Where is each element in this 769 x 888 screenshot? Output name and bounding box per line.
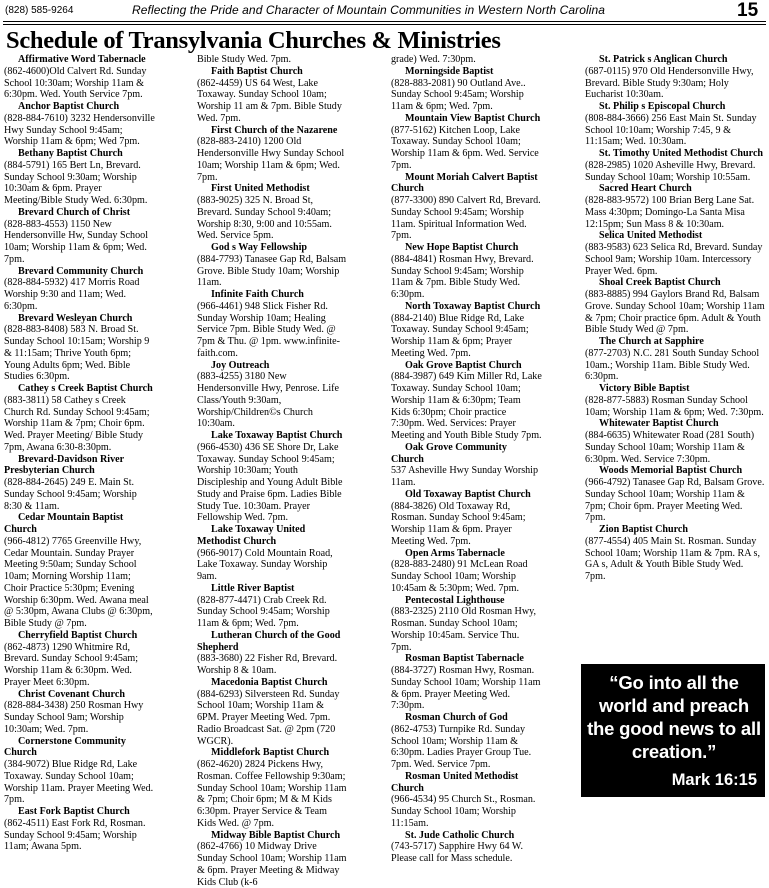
church-details: (883-4255) 3180 New Hendersonville Hwy, Penrose. Life Class/Youth 9:30am, Worship/Children©s Church 10:30am. (197, 371, 339, 429)
church-name: Mount Moriah Calvert Baptist Church (391, 172, 542, 196)
quote-text: “Go into all the world and preach the good news to all creation.” (586, 671, 762, 763)
church-details: (828-884-3438) 250 Rosman Hwy Sunday School 9am; Worship 10:30am; Wed. 7pm. (4, 700, 143, 735)
church-details: (384-9072) Blue Ridge Rd, Lake Toxaway. Sunday School 10am; Worship 11am. Prayer Meeting Wed. 7pm. (4, 759, 153, 805)
church-listing (4, 736, 155, 807)
church-listing (585, 524, 765, 583)
church-details: (828-883-2480) 91 McLean Road Sunday School 10am; Worship 10:45am & 5:30pm; Wed. 7pm. (391, 559, 528, 594)
church-name: Brevard Community Church (4, 266, 155, 278)
church-details: (877-4554) 405 Main St. Rosman. Sunday School 10am; Worship 11am & 7pm. RA s, GA s, Adult & Youth Bible Study Wed. 7pm. (585, 536, 760, 582)
church-name: Lake Toxaway Baptist Church (197, 430, 348, 442)
church-listing (585, 183, 765, 230)
church-listing (391, 113, 542, 172)
church-listing (4, 207, 155, 266)
church-listing (197, 125, 348, 184)
church-name: God s Way Fellowship (197, 242, 348, 254)
scripture-quote-box (581, 664, 765, 797)
church-details: (862-4766) 10 Midway Drive Sunday School 10am; Worship 11am & 6pm. Prayer Meeting & Midway Kids Club (k-6 (197, 841, 346, 887)
church-listing (585, 148, 765, 183)
church-details: Bible Study Wed. 7pm. (197, 54, 291, 65)
church-listing (391, 771, 542, 830)
church-details: (862-4600)Old Calvert Rd. Sunday School 10:30am; Worship 11am & 6:30pm. Wed. Youth Service 7pm. (4, 66, 146, 101)
church-name: Faith Baptist Church (197, 66, 348, 78)
church-details: (862-4620) 2824 Pickens Hwy, Rosman. Coffee Fellowship 9:30am; Sunday School 10am; Worship 11am & 7pm; Choir 6pm; M & M Kids 6:30pm. Prayer Service & Team Kids Wed. @ 7pm. (197, 759, 346, 829)
church-name: New Hope Baptist Church (391, 242, 542, 254)
church-listing (391, 66, 542, 113)
church-listing (197, 630, 348, 677)
church-listing (4, 689, 155, 736)
church-details: (883-3811) 58 Cathey s Creek Church Rd. Sunday School 9:45am; Worship 11am & 7pm; Choir 6pm. Wed. Prayer Meeting/ Bible Study 7pm, Awana 6:30-8:30pm. (4, 395, 150, 453)
church-listing (585, 101, 765, 148)
church-name: Mountain View Baptist Church (391, 113, 542, 125)
church-details: (862-4873) 1290 Whitmire Rd, Brevard. Sunday School 9:45am; Worship 11am & 6:30pm. Wed. Prayer Meet 6:30pm. (4, 642, 138, 688)
page-title: Schedule of Transylvania Churches & Ministries (6, 27, 501, 55)
church-details: (828-883-4553) 1150 New Hendersonville Hw, Sunday School 10am; Worship 11am & 6pm; Wed. 7pm. (4, 219, 148, 265)
church-name: Affirmative Word Tabernacle (4, 54, 155, 66)
church-name: Oak Grove Community Church (391, 442, 542, 466)
page-header (0, 0, 769, 22)
church-name: Rosman Baptist Tabernacle (391, 653, 542, 665)
church-listing (197, 524, 348, 583)
church-details: (966-4534) 95 Church St., Rosman. Sunday School 10am; Worship 11:15am. (391, 794, 535, 829)
church-listing (585, 336, 765, 383)
church-details: (828-884-7610) 3232 Hendersonville Hwy Sunday School 9:45am; Worship 11am & 6pm; Wed 7pm. (4, 113, 155, 148)
church-name: Rosman Church of God (391, 712, 542, 724)
church-details: (884-4841) Rosman Hwy, Brevard. Sunday School 9:45am; Worship 11am & 7pm. Bible Study Wed. 6:30pm. (391, 254, 534, 300)
church-listing (4, 313, 155, 384)
church-listing (585, 383, 765, 418)
church-listing (391, 360, 542, 442)
church-listing (197, 430, 348, 524)
church-listing (4, 266, 155, 313)
church-name: Selica United Methodist (585, 230, 765, 242)
church-details: (743-5717) Sapphire Hwy 64 W. Please call for Mass schedule. (391, 841, 523, 864)
church-details: (883-2325) 2110 Old Rosman Hwy, Rosman. Sunday School 10am; Worship 10:45am. Service Thu. 7pm. (391, 606, 536, 652)
church-name: East Fork Baptist Church (4, 806, 155, 818)
church-listing (197, 830, 348, 888)
church-name: Brevard-Davidson River Presbyterian Church (4, 454, 155, 478)
church-listing (4, 454, 155, 513)
church-details: (883-9583) 623 Selica Rd, Brevard. Sunday School 9am; Worship 10am. Intercessory Prayer Wed. 6pm. (585, 242, 762, 277)
church-listing (197, 54, 348, 66)
church-details: 537 Asheville Hwy Sunday Worship 11am. (391, 465, 538, 488)
church-name: Anchor Baptist Church (4, 101, 155, 113)
church-listing (585, 418, 765, 465)
church-details: (884-6635) Whitewater Road (281 South) Sunday School 10am; Worship 11am & 6:30pm. Wed. Service 7:30pm. (585, 430, 754, 465)
church-name: Cornerstone Community Church (4, 736, 155, 760)
church-listing (585, 465, 765, 524)
header-rule (3, 21, 766, 22)
church-details: (883-9025) 325 N. Broad St, Brevard. Sunday School 9:40am; Worship 8:30, 9:00 and 10:55am. Wed. Service 5pm. (197, 195, 332, 241)
church-details: (828-883-2410) 1200 Old Hendersonville Hwy Sunday School 10am; Worship 11am & 6pm; Wed. 7pm. (197, 136, 344, 182)
church-name: St. Jude Catholic Church (391, 830, 542, 842)
church-listing (391, 301, 542, 360)
church-details: (884-5791) 165 Bert Ln, Brevard. Sunday School 9:30am; Worship 10:30am & 6pm. Prayer Meeting/Bible Study Wed. 6:30pm. (4, 160, 147, 206)
church-listing (197, 242, 348, 289)
church-listing (4, 383, 155, 454)
church-listing (197, 66, 348, 125)
church-details: (884-2140) Blue Ridge Rd, Lake Toxaway. Sunday School 9:45am; Worship 11am & 6pm; Prayer Meeting Wed. 7pm. (391, 313, 529, 359)
church-name: Rosman United Methodist Church (391, 771, 542, 795)
church-listing (197, 677, 348, 748)
church-details: (828-883-2081) 90 Outland Ave.. Sunday School 9:45am; Worship 11am & 6pm; Wed. 7pm. (391, 78, 526, 113)
church-listing (4, 54, 155, 101)
church-name: The Church at Sapphire (585, 336, 765, 348)
church-details: (828-883-9572) 100 Brian Berg Lane Sat. Mass 4:30pm; Domingo-La Santa Misa 12:15pm; Sun Mass 8 & 10:30am. (585, 195, 754, 230)
church-details: (687-0115) 970 Old Hendersonville Hwy, Brevard. Bible Study 9:30am; Holy Eucharist 10:30am. (585, 66, 754, 101)
church-details: (966-4530) 436 SE Shore Dr, Lake Toxaway. Sunday School 9:45am; Worship 10:30am; Youth Discipleship and Young Adult Bible Study and Praise 6pm. Ladies Bible Study Tue. 10:30am. Prayer Fellowship Wed. 7pm. (197, 442, 343, 524)
church-details: (966-4461) 948 Slick Fisher Rd. Sunday Worship 10am; Healing Service 7pm. Bible Study Wed. @ 7pm & Thu. @ 1pm. www.infinite-faith.com. (197, 301, 340, 359)
church-details: (862-4753) Turnpike Rd. Sunday School 10am; Worship 11am & 6:30pm. Ladies Prayer Group Tue. 7pm. Wed. Service 7pm. (391, 724, 531, 770)
church-name: Brevard Wesleyan Church (4, 313, 155, 325)
church-listing (4, 630, 155, 689)
church-name: St. Philip s Episcopal Church (585, 101, 765, 113)
column-3 (391, 54, 542, 800)
church-name: Bethany Baptist Church (4, 148, 155, 160)
church-name: Shoal Creek Baptist Church (585, 277, 765, 289)
church-details: (966-9017) Cold Mountain Road, Lake Toxaway. Sunday Worship 9am. (197, 548, 333, 583)
church-details: (828-877-4471) Crab Creek Rd. Sunday School 9:45am; Worship 11am & 6pm; Wed. 7pm. (197, 595, 330, 630)
church-listing (585, 277, 765, 336)
church-details: (966-4812) 7765 Greenville Hwy, Cedar Mountain. Sunday Prayer Meeting 9:50am; Sunday School 10am; Morning Worship 11am; Choir Practice 5:30pm; Evening Worship 6:30pm. Wed. Awana meal @ 5:30pm, Awana Clubs @ 6:30pm, Bible Study @ 7pm. (4, 536, 153, 629)
church-name: Christ Covenant Church (4, 689, 155, 701)
church-listing (4, 148, 155, 207)
church-name: Middlefork Baptist Church (197, 747, 348, 759)
church-name: Whitewater Baptist Church (585, 418, 765, 430)
church-listing (4, 101, 155, 148)
church-name: St. Patrick s Anglican Church (585, 54, 765, 66)
church-name: Cedar Mountain Baptist Church (4, 512, 155, 536)
church-details: (883-8885) 994 Gaylors Brand Rd, Balsam Grove. Sunday School 10am; Worship 11am & 7pm; Choir practice 6pm. Adult & Youth Bible Study Wed @ 7pm. (585, 289, 765, 335)
church-details: (808-884-3666) 256 East Main St. Sunday School 10:10am; Worship 7:45, 9 & 11:15am; Wed. 10:30am. (585, 113, 757, 148)
church-listing (197, 183, 348, 242)
church-listing (391, 830, 542, 865)
church-details: (966-4792) Tanasee Gap Rd, Balsam Grove. Sunday School 10am; Worship 11am & 7pm; Choir 6pm. Prayer Meeting Wed. 7pm. (585, 477, 764, 523)
church-listing (391, 712, 542, 771)
church-name: Sacred Heart Church (585, 183, 765, 195)
church-listing (585, 54, 765, 101)
church-listing (391, 54, 542, 66)
church-details: (877-2703) N.C. 281 South Sunday School 10am.; Worship 11am. Bible Study Wed. 6:30pm. (585, 348, 759, 383)
church-details: (884-3826) Old Toxaway Rd, Rosman. Sunday School 9:45am; Worship 11am & 6pm. Prayer Meeting Wed. 7pm. (391, 501, 526, 547)
church-name: First Church of the Nazarene (197, 125, 348, 137)
church-details: (877-3300) 890 Calvert Rd, Brevard. Sunday School 9:45am; Worship 11am. Spiritual Information Wed. 7pm. (391, 195, 541, 241)
church-details: (828-884-5932) 417 Morris Road Worship 9:30 and 11am; Wed. 6:30pm. (4, 277, 139, 312)
church-name: Pentecostal Lighthouse (391, 595, 542, 607)
quote-reference: Mark 16:15 (672, 771, 757, 790)
church-name: Brevard Church of Christ (4, 207, 155, 219)
church-name: Lutheran Church of the Good Shepherd (197, 630, 348, 654)
church-name: North Toxaway Baptist Church (391, 301, 542, 313)
church-listing (4, 512, 155, 630)
church-name: Infinite Faith Church (197, 289, 348, 301)
church-name: Woods Memorial Baptist Church (585, 465, 765, 477)
church-name: Morningside Baptist (391, 66, 542, 78)
church-name: Macedonia Baptist Church (197, 677, 348, 689)
page-number: 15 (737, 0, 758, 22)
church-listing (391, 489, 542, 548)
church-name: Victory Bible Baptist (585, 383, 765, 395)
church-listing (197, 583, 348, 630)
church-listing (391, 548, 542, 595)
church-details: (884-3727) Rosman Hwy, Rosman. Sunday School 10am; Worship 11am & 6pm. Prayer Meeting Wed. 7:30pm. (391, 665, 540, 711)
church-details: (884-3987) 649 Kim Miller Rd, Lake Toxaway. Sunday School 10am; Worship 11am & 6:30pm; Team Kids 6:30pm; Choir practice 7:30pm. Wed. Services: Prayer Meeting and Youth Bible Study 7pm. (391, 371, 542, 441)
church-listing (391, 595, 542, 654)
church-listing (585, 230, 765, 277)
church-name: Open Arms Tabernacle (391, 548, 542, 560)
church-name: First United Methodist (197, 183, 348, 195)
church-details: grade) Wed. 7:30pm. (391, 54, 476, 65)
church-details: (877-5162) Kitchen Loop, Lake Toxaway. Sunday School 10am; Worship 11am & 6pm. Wed. Service 7pm. (391, 125, 539, 171)
church-name: St. Timothy United Methodist Church (585, 148, 765, 160)
church-name: Lake Toxaway United Methodist Church (197, 524, 348, 548)
church-details: (862-4511) East Fork Rd, Rosman. Sunday School 9:45am; Worship 11am; Awana 5pm. (4, 818, 146, 853)
church-details: (828-884-2645) 249 E. Main St. Sunday School 9:45am; Worship 8:30 & 11am. (4, 477, 137, 512)
church-listing (197, 747, 348, 829)
church-name: Zion Baptist Church (585, 524, 765, 536)
church-name: Midway Bible Baptist Church (197, 830, 348, 842)
church-details: (828-877-5883) Rosman Sunday School 10am; Worship 11am & 6pm; Wed. 7:30pm. (585, 395, 764, 418)
church-listing (391, 653, 542, 712)
church-name: Oak Grove Baptist Church (391, 360, 542, 372)
church-details: (884-6293) Silversteen Rd. Sunday School 10am; Worship 11am & 6PM. Prayer Meeting Wed. 7pm. Radio Broadcast Sat. @ 2pm (720 WGCR). (197, 689, 339, 747)
church-details: (862-4459) US 64 West, Lake Toxaway. Sunday School 10am; Worship 11 am & 7pm. Bible Study Wed. 7pm. (197, 78, 342, 124)
column-1 (4, 54, 155, 800)
church-details: (828-883-8408) 583 N. Broad St. Sunday School 10:15am; Worship 9 & 11:15am; Thrive Youth 6pm; Young Adults 6pm; Wed. Bible Studies 6:30pm. (4, 324, 149, 382)
church-name: Little River Baptist (197, 583, 348, 595)
header-tagline: Reflecting the Pride and Character of Mountain Communities in Western North Carolina (132, 3, 605, 17)
church-listing (391, 242, 542, 301)
church-listing (4, 806, 155, 853)
column-2 (197, 54, 348, 800)
header-rule-thin (3, 24, 766, 25)
church-listing (197, 360, 348, 431)
church-details: (883-3680) 22 Fisher Rd, Brevard. Worship 8 & 10am. (197, 653, 337, 676)
church-name: Old Toxaway Baptist Church (391, 489, 542, 501)
church-listing (197, 289, 348, 360)
header-phone: (828) 585-9264 (5, 5, 73, 16)
church-details: (828-2985) 1020 Asheville Hwy, Brevard. Sunday School 10am; Worship 10:55am. (585, 160, 755, 183)
church-name: Cathey s Creek Baptist Church (4, 383, 155, 395)
church-listing (391, 442, 542, 489)
church-listing (391, 172, 542, 243)
church-name: Cherryfield Baptist Church (4, 630, 155, 642)
church-details: (884-7793) Tanasee Gap Rd, Balsam Grove. Bible Study 10am; Worship 11am. (197, 254, 346, 289)
church-name: Joy Outreach (197, 360, 348, 372)
